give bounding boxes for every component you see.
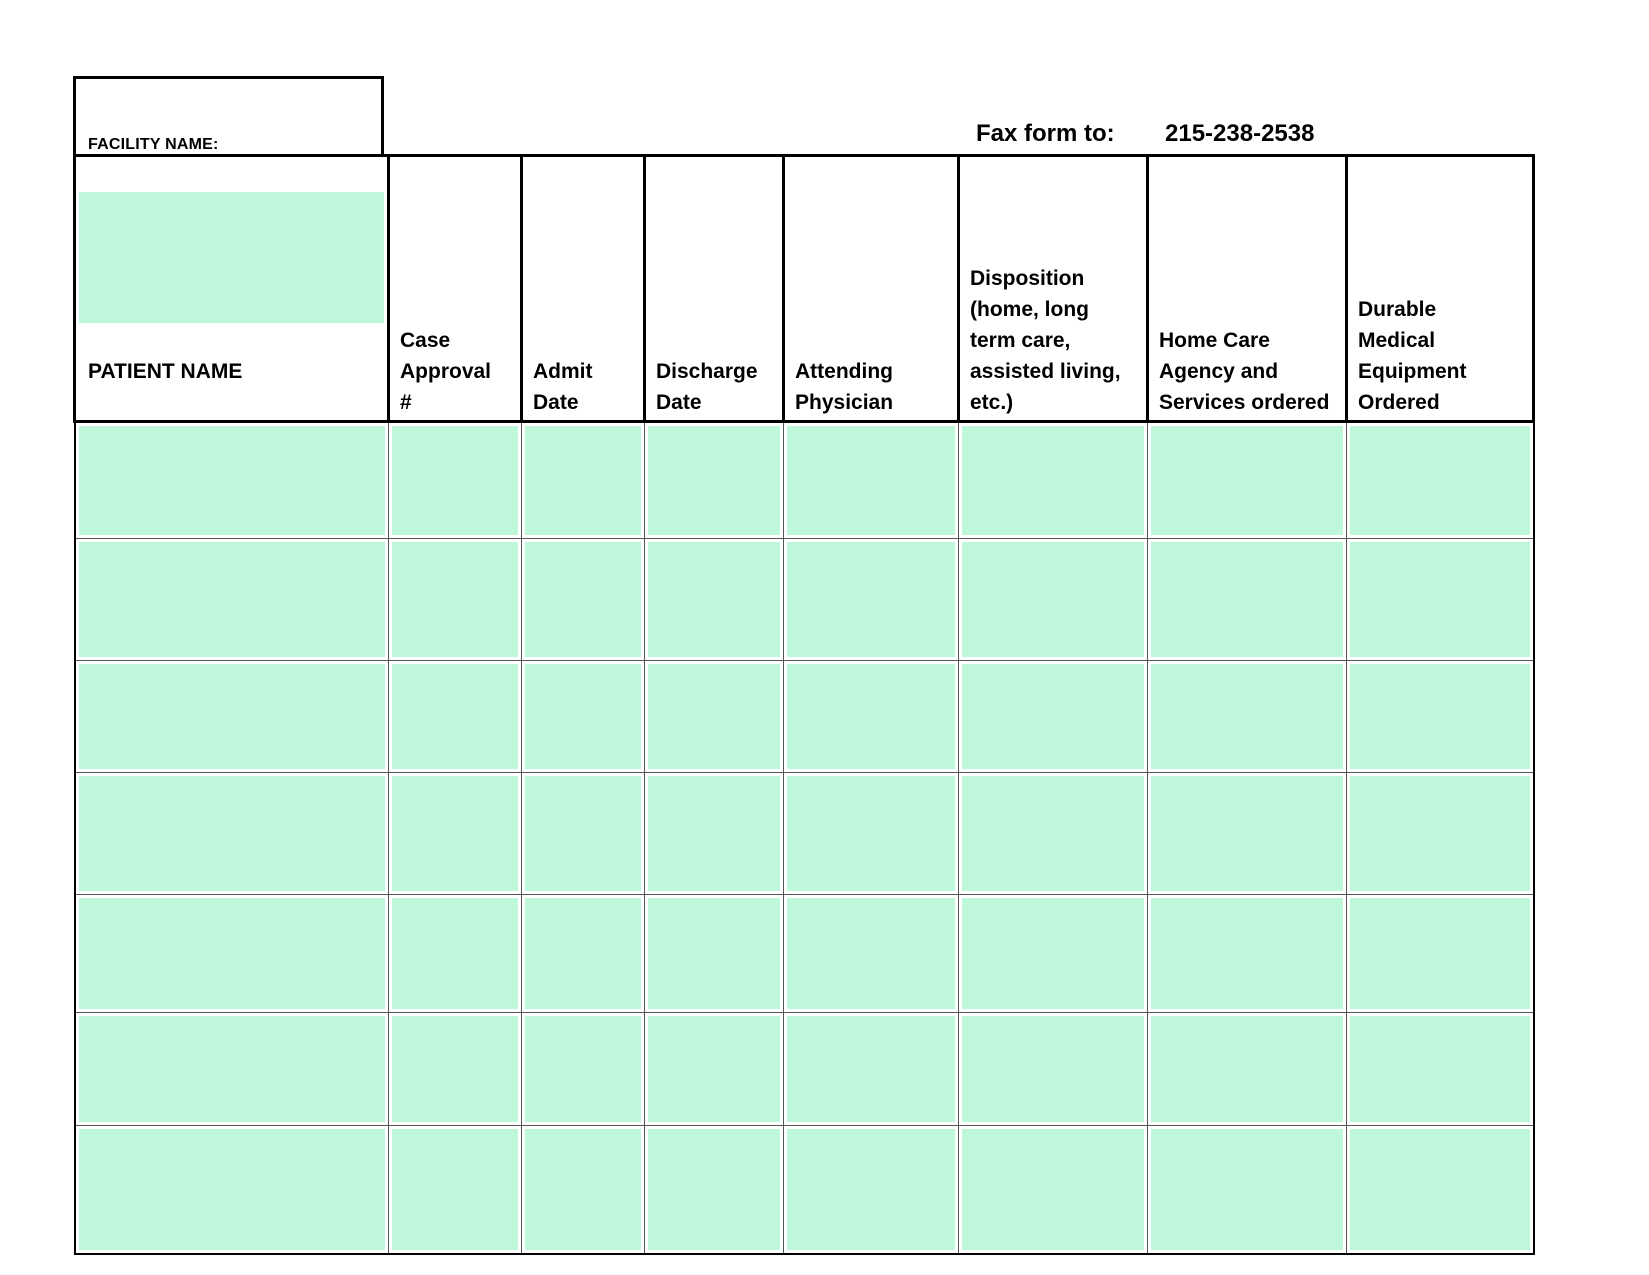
facility-name-box — [73, 76, 384, 156]
table-cell — [1347, 661, 1534, 773]
case-approval-field[interactable] — [392, 1016, 518, 1122]
discharge-date-field[interactable] — [648, 426, 780, 535]
header-disposition: Disposition (home, long term care, assisted living, etc.) — [959, 156, 1148, 422]
patient-name-field[interactable] — [79, 1129, 386, 1250]
table-cell — [522, 1013, 645, 1126]
header-label: PATIENT NAME — [88, 360, 243, 383]
header-row — [75, 156, 1534, 422]
patient-name-field[interactable] — [79, 1016, 386, 1122]
case-approval-field[interactable] — [392, 664, 518, 769]
table-cell — [389, 895, 522, 1013]
attending-physician-field[interactable] — [787, 1129, 955, 1250]
table-row — [75, 539, 1534, 661]
attending-physician-field[interactable] — [787, 898, 955, 1009]
table-cell — [1148, 661, 1347, 773]
disposition-field[interactable] — [962, 542, 1144, 657]
table-cell — [75, 773, 389, 895]
attending-physician-field[interactable] — [787, 542, 955, 657]
table-cell — [959, 895, 1148, 1013]
table-cell — [75, 661, 389, 773]
disposition-field[interactable] — [962, 664, 1144, 769]
patient-name-field[interactable] — [79, 776, 386, 891]
disposition-field[interactable] — [962, 426, 1144, 535]
patient-name-field[interactable] — [79, 426, 386, 535]
durable-medical-equipment-field[interactable] — [1350, 1129, 1530, 1250]
durable-medical-equipment-field[interactable] — [1350, 664, 1530, 769]
table-cell — [645, 1126, 784, 1254]
table-cell — [1347, 895, 1534, 1013]
table-cell — [389, 1013, 522, 1126]
table-cell — [959, 539, 1148, 661]
table-cell — [389, 661, 522, 773]
table-cell — [645, 422, 784, 539]
header-attending-physician: Attending Physician — [784, 156, 959, 422]
table-cell — [784, 1126, 959, 1254]
table-cell — [784, 422, 959, 539]
header-admit-date: Admit Date — [522, 156, 645, 422]
patient-name-field[interactable] — [79, 898, 386, 1009]
discharge-date-field[interactable] — [648, 542, 780, 657]
table-cell — [645, 773, 784, 895]
table-cell — [959, 1013, 1148, 1126]
disposition-field[interactable] — [962, 776, 1144, 891]
admit-date-field[interactable] — [525, 542, 641, 657]
case-approval-field[interactable] — [392, 1129, 518, 1250]
header-case-approval: Case Approval # — [389, 156, 522, 422]
admit-date-field[interactable] — [525, 426, 641, 535]
patient-form-table — [73, 154, 1535, 1255]
table-cell — [389, 422, 522, 539]
table-row — [75, 773, 1534, 895]
table-cell — [959, 661, 1148, 773]
fax-form-label: Fax form to: — [976, 120, 1115, 147]
attending-physician-field[interactable] — [787, 426, 955, 535]
discharge-date-field[interactable] — [648, 1129, 780, 1250]
table-cell — [1148, 1013, 1347, 1126]
table-cell — [645, 895, 784, 1013]
discharge-date-field[interactable] — [648, 776, 780, 891]
table-cell — [645, 539, 784, 661]
table-row — [75, 1013, 1534, 1126]
home-care-agency-field[interactable] — [1151, 1129, 1343, 1250]
table-cell — [784, 661, 959, 773]
case-approval-field[interactable] — [392, 776, 518, 891]
table-cell — [1347, 422, 1534, 539]
table-row — [75, 1126, 1534, 1254]
table-cell — [522, 661, 645, 773]
table-cell — [1148, 422, 1347, 539]
attending-physician-field[interactable] — [787, 664, 955, 769]
discharge-date-field[interactable] — [648, 1016, 780, 1122]
disposition-field[interactable] — [962, 1129, 1144, 1250]
durable-medical-equipment-field[interactable] — [1350, 898, 1530, 1009]
discharge-date-field[interactable] — [648, 664, 780, 769]
table-cell — [522, 895, 645, 1013]
patient-name-field[interactable] — [79, 542, 386, 657]
table-cell — [1148, 895, 1347, 1013]
case-approval-field[interactable] — [392, 426, 518, 535]
durable-medical-equipment-field[interactable] — [1350, 426, 1530, 535]
table-cell — [75, 895, 389, 1013]
table-cell — [1148, 539, 1347, 661]
table-cell — [75, 1013, 389, 1126]
fax-number: 215-238-2538 — [1165, 120, 1315, 147]
home-care-agency-field[interactable] — [1151, 426, 1343, 535]
durable-medical-equipment-field[interactable] — [1350, 1016, 1530, 1122]
disposition-field[interactable] — [962, 898, 1144, 1009]
table-cell — [959, 1126, 1148, 1254]
table-cell — [784, 773, 959, 895]
admit-date-field[interactable] — [525, 1129, 641, 1250]
facility-name-label: FACILITY NAME: — [88, 136, 219, 153]
table-cell — [389, 539, 522, 661]
table-row — [75, 422, 1534, 539]
table-cell — [784, 539, 959, 661]
table-cell — [522, 773, 645, 895]
form-body — [75, 422, 1534, 1254]
attending-physician-field[interactable] — [787, 776, 955, 891]
table-cell — [522, 539, 645, 661]
disposition-field[interactable] — [962, 1016, 1144, 1122]
home-care-agency-field[interactable] — [1151, 542, 1343, 657]
attending-physician-field[interactable] — [787, 1016, 955, 1122]
table-cell — [959, 773, 1148, 895]
table-cell — [75, 539, 389, 661]
case-approval-field[interactable] — [392, 542, 518, 657]
table-cell — [522, 422, 645, 539]
header-durable-medical-equipment: Durable Medical Equipment Ordered — [1347, 156, 1534, 422]
table-cell — [784, 1013, 959, 1126]
durable-medical-equipment-field[interactable] — [1350, 776, 1530, 891]
table-cell — [1347, 539, 1534, 661]
admit-date-field[interactable] — [525, 776, 641, 891]
admit-date-field[interactable] — [525, 1016, 641, 1122]
home-care-agency-field[interactable] — [1151, 898, 1343, 1009]
admit-date-field[interactable] — [525, 898, 641, 1009]
table-cell — [959, 422, 1148, 539]
table-cell — [1347, 1126, 1534, 1254]
table-cell — [1148, 773, 1347, 895]
header-discharge-date: Discharge Date — [645, 156, 784, 422]
table-cell — [1148, 1126, 1347, 1254]
discharge-date-field[interactable] — [648, 898, 780, 1009]
table-cell — [645, 661, 784, 773]
admit-date-field[interactable] — [525, 664, 641, 769]
table-cell — [389, 773, 522, 895]
table-cell — [784, 895, 959, 1013]
table-row — [75, 895, 1534, 1013]
table-cell — [1347, 1013, 1534, 1126]
table-cell — [75, 1126, 389, 1254]
patient-name-header-field[interactable] — [79, 192, 384, 323]
patient-name-field[interactable] — [79, 664, 386, 769]
case-approval-field[interactable] — [392, 898, 518, 1009]
home-care-agency-field[interactable] — [1151, 1016, 1343, 1122]
header-patient-name — [75, 156, 389, 422]
home-care-agency-field[interactable] — [1151, 664, 1343, 769]
header-home-care-agency: Home Care Agency and Services ordered — [1148, 156, 1347, 422]
table-cell — [75, 422, 389, 539]
table-cell — [645, 1013, 784, 1126]
table-cell — [1347, 773, 1534, 895]
home-care-agency-field[interactable] — [1151, 776, 1343, 891]
table-row — [75, 661, 1534, 773]
table-cell — [389, 1126, 522, 1254]
table-cell — [522, 1126, 645, 1254]
durable-medical-equipment-field[interactable] — [1350, 542, 1530, 657]
